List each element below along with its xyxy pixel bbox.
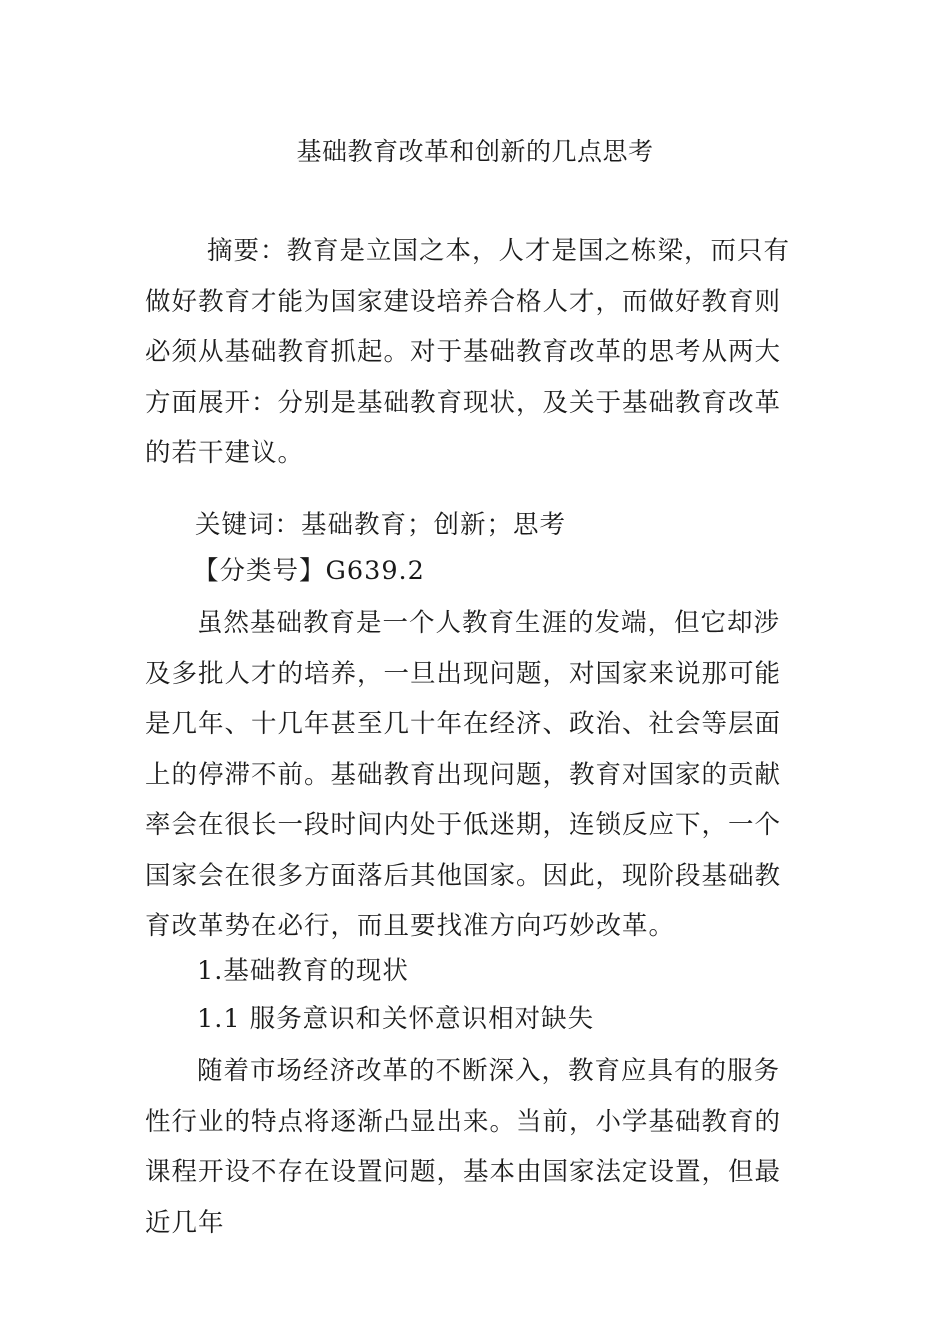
body-paragraph-section: 随着市场经济改革的不断深入，教育应具有的服务性行业的特点将逐渐凸显出来。当前，小学基础教育的课程开设不存在设置问题，基本由国家法定设置，但最近几年 xyxy=(145,1056,782,1238)
subsection-heading: 1.1 服务意识和关怀意识相对缺失 xyxy=(197,1004,595,1034)
document-title: 基础教育改革和创新的几点思考 xyxy=(296,137,654,166)
body-paragraph-intro: 虽然基础教育是一个人教育生涯的发端，但它却涉及多批人才的培养，一旦出现问题，对国家来说那可能是几年、十几年甚至几十年在经济、政治、社会等层面上的停滞不前。基础教育出现问题，教育对国家的贡献率会在很长一段时间内处于低迷期，连锁反应下，一个国家会在很多方面落后其他国家。因此，现阶段基础教育改革势在必行，而且要找准方向巧妙改革。 xyxy=(145,608,782,941)
section-heading: 1.基础教育的现状 xyxy=(197,956,409,986)
abstract-paragraph: 摘要：教育是立国之本，人才是国之栋梁，而只有做好教育才能为国家建设培养合格人才，而做好教育则必须从基础教育抓起。对于基础教育改革的思考从两大方面展开：分别是基础教育现状，及关于基础教育改革的若干建议。 xyxy=(145,236,791,468)
classification-number: 【分类号】G639.2 xyxy=(193,556,425,586)
keywords-line: 关键词：基础教育；创新；思考 xyxy=(195,510,567,540)
